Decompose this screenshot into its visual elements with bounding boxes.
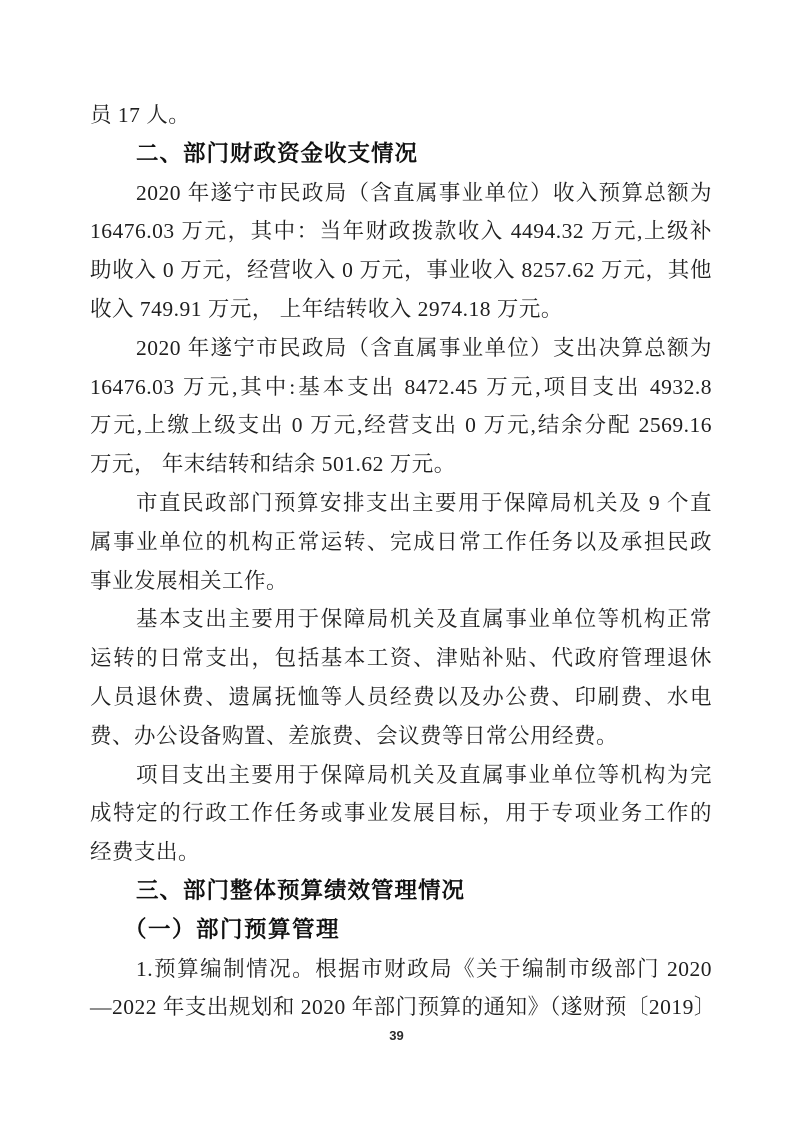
text-line: 属事业单位的机构正常运转、完成日常工作任务以及承担民政 (90, 529, 712, 554)
text-line: 人员退休费、遗属抚恤等人员经费以及办公费、印刷费、水电 (90, 684, 712, 709)
section-heading: 二、部门财政资金收支情况 (136, 140, 419, 166)
text-line: 运转的日常支出，包括基本工资、津贴补贴、代政府管理退休 (90, 646, 712, 671)
text-line: 市直民政部门预算安排支出主要用于保障局机关及 9 个直 (136, 490, 712, 515)
text-line: 1.预算编制情况。根据市财政局《关于编制市级部门 2020 (136, 956, 712, 981)
text-line: 万元， 年末结转和结余 501.62 万元。 (90, 452, 456, 477)
text-line: —2022 年支出规划和 2020 年部门预算的通知》（遂财预〔2019〕 (90, 995, 716, 1020)
section-heading: （一）部门预算管理 (124, 916, 341, 942)
section-heading: 三、部门整体预算绩效管理情况 (136, 877, 466, 903)
text-line: 成特定的行政工作任务或事业发展目标，用于专项业务工作的 (90, 801, 712, 826)
text-line: 2020 年遂宁市民政局（含直属事业单位）支出决算总额为 (136, 335, 712, 360)
text-line: 事业发展相关工作。 (90, 568, 289, 593)
document-body (90, 96, 716, 1027)
text-line: 费、办公设备购置、差旅费、会议费等日常公用经费。 (90, 723, 619, 748)
page-number: 39 (389, 1028, 404, 1043)
text-line: 经费支出。 (90, 840, 201, 865)
text-line: 基本支出主要用于保障局机关及直属事业单位等机构正常 (136, 607, 712, 632)
text-line: 项目支出主要用于保障局机关及直属事业单位等机构为完 (136, 762, 712, 787)
page-footer (0, 1028, 793, 1043)
text-line: 16476.03 万元，其中：当年财政拨款收入 4494.32 万元,上级补 (90, 219, 712, 244)
text-line: 2020 年遂宁市民政局（含直属事业单位）收入预算总额为 (136, 180, 712, 205)
text-line: 助收入 0 万元，经营收入 0 万元，事业收入 8257.62 万元，其他 (90, 258, 712, 283)
text-line: 员 17 人。 (90, 103, 191, 127)
text-line: 万元,上缴上级支出 0 万元,经营支出 0 万元,结余分配 2569.16 (90, 413, 712, 438)
text-line: 收入 749.91 万元， 上年结转收入 2974.18 万元。 (90, 296, 563, 321)
text-line: 16476.03 万元,其中:基本支出 8472.45 万元,项目支出 4932.8 (90, 374, 712, 399)
